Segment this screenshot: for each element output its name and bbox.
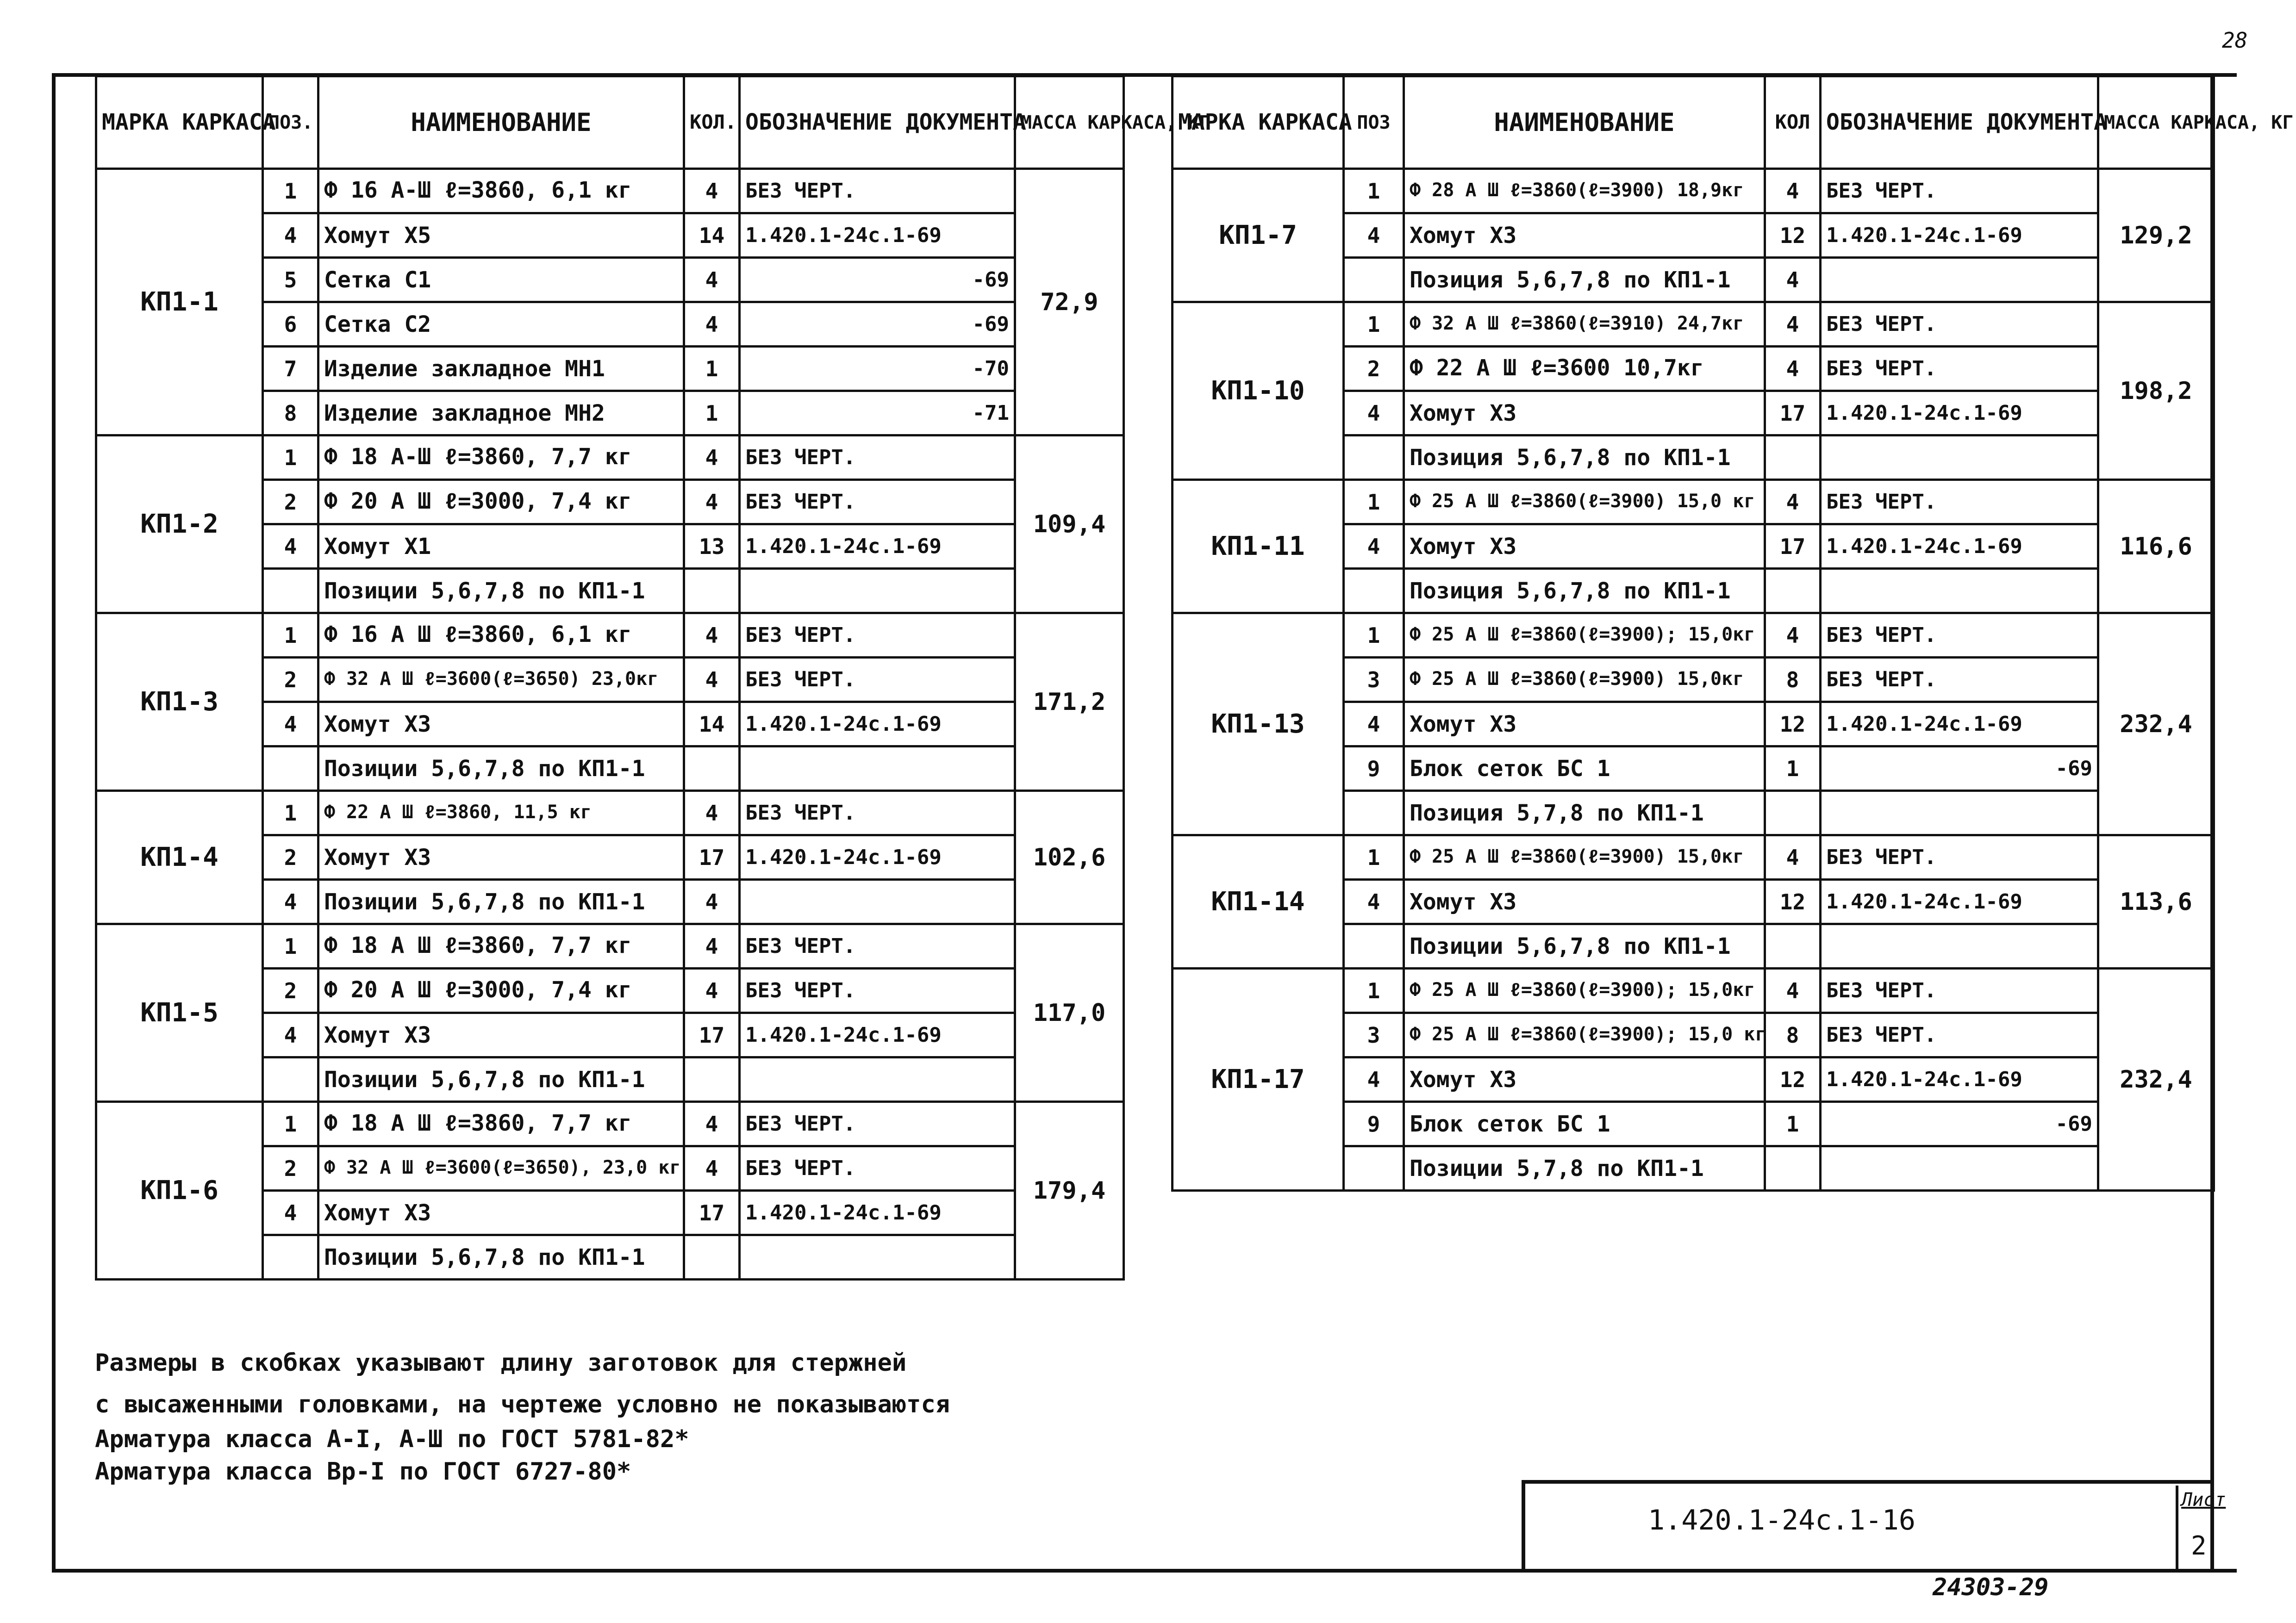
cell-name: Ф 22 А Ш ℓ=3860, 11,5 кг: [318, 791, 684, 835]
cell-mass: 117,0: [1015, 924, 1124, 1102]
note-line-2: с высаженными головками, на чертеже условно не показываются: [95, 1391, 950, 1418]
cell-qty: 4: [1765, 302, 1821, 347]
cell-name: Ф 32 А Ш ℓ=3860(ℓ=3910) 24,7кг: [1404, 302, 1765, 347]
cell-qty: 4: [1765, 835, 1821, 880]
cell-qty: 4: [684, 613, 740, 658]
cell-doc: -71: [740, 391, 1015, 435]
cell-name: Хомут Х5: [318, 213, 684, 258]
cell-doc: БЕЗ ЧЕРТ.: [740, 435, 1015, 480]
cell-pos: 6: [263, 302, 318, 347]
table-row: [1173, 835, 2214, 880]
cell-name: Ф 25 А Ш ℓ=3860(ℓ=3900) 15,0 кг: [1404, 480, 1765, 524]
cell-name: Ф 18 А Ш ℓ=3860, 7,7 кг: [318, 924, 684, 969]
cell-pos: 4: [263, 1191, 318, 1235]
cell-qty: 4: [1765, 347, 1821, 391]
cell-qty: 4: [684, 1146, 740, 1191]
cell-doc: [740, 880, 1015, 924]
cell-doc: БЕЗ ЧЕРТ.: [1821, 302, 2098, 347]
header-pos: ПОЗ.: [263, 76, 318, 169]
cell-pos: 9: [1344, 746, 1404, 791]
cell-doc: 1.420.1-24с.1-69: [740, 213, 1015, 258]
cell-pos: 1: [263, 924, 318, 969]
spec-table-right-body: [1173, 169, 2214, 1191]
cell-name: Ф 25 А Ш ℓ=3860(ℓ=3900) 15,0кг: [1404, 835, 1765, 880]
cell-mark: КП1-17: [1173, 969, 1344, 1191]
cell-qty: 4: [684, 258, 740, 302]
cell-pos: 4: [263, 880, 318, 924]
cell-qty: [1765, 791, 1821, 835]
cell-qty: 4: [684, 435, 740, 480]
cell-name: Позиции 5,6,7,8 по КП1-1: [318, 746, 684, 791]
cell-pos: 1: [1344, 169, 1404, 213]
cell-name: Позиции 5,6,7,8 по КП1-1: [1404, 924, 1765, 969]
cell-mass: 113,6: [2098, 835, 2214, 969]
cell-qty: 1: [1765, 746, 1821, 791]
cell-pos: 1: [263, 1102, 318, 1146]
cell-qty: 1: [1765, 1102, 1821, 1146]
cell-pos: 3: [1344, 658, 1404, 702]
cell-name: Ф 16 А-Ш ℓ=3860, 6,1 кг: [318, 169, 684, 213]
spec-table-left: [95, 75, 1210, 1281]
cell-pos: 2: [263, 835, 318, 880]
cell-name: Ф 25 А Ш ℓ=3860(ℓ=3900) 15,0кг: [1404, 658, 1765, 702]
cell-qty: [1765, 1146, 1821, 1191]
cell-pos: 4: [1344, 213, 1404, 258]
cell-pos: 2: [263, 658, 318, 702]
table-row: [1173, 480, 2214, 524]
cell-doc: 1.420.1-24с.1-69: [740, 702, 1015, 746]
cell-doc: 1.420.1-24с.1-69: [740, 1191, 1015, 1235]
cell-doc: БЕЗ ЧЕРТ.: [740, 613, 1015, 658]
cell-name: Ф 25 А Ш ℓ=3860(ℓ=3900); 15,0кг: [1404, 613, 1765, 658]
cell-name: Позиция 5,7,8 по КП1-1: [1404, 791, 1765, 835]
cell-qty: 4: [684, 169, 740, 213]
cell-qty: 4: [684, 302, 740, 347]
cell-pos: 1: [1344, 835, 1404, 880]
cell-name: Ф 16 А Ш ℓ=3860, 6,1 кг: [318, 613, 684, 658]
table-row: [1173, 613, 2214, 658]
cell-doc: БЕЗ ЧЕРТ.: [1821, 347, 2098, 391]
cell-qty: 1: [684, 347, 740, 391]
cell-pos: 3: [1344, 1013, 1404, 1057]
header-mark: МАРКА КАРКАСА: [96, 76, 263, 169]
table-row: [1173, 169, 2214, 213]
cell-pos: 4: [1344, 391, 1404, 435]
cell-qty: 12: [1765, 880, 1821, 924]
cell-doc: БЕЗ ЧЕРТ.: [740, 480, 1015, 524]
cell-name: Хомут Х3: [1404, 1057, 1765, 1102]
cell-qty: 1: [684, 391, 740, 435]
cell-doc: 1.420.1-24с.1-69: [740, 1013, 1015, 1057]
cell-name: Хомут Х3: [1404, 702, 1765, 746]
cell-doc: 1.420.1-24с.1-69: [740, 524, 1015, 569]
cell-name: Хомут Х3: [1404, 391, 1765, 435]
cell-pos: [1344, 1146, 1404, 1191]
title-block-sheet-label: Лист: [2181, 1489, 2226, 1511]
cell-pos: 2: [1344, 347, 1404, 391]
table-row: [96, 924, 1124, 969]
cell-mass: 171,2: [1015, 613, 1124, 791]
cell-qty: 4: [1765, 169, 1821, 213]
cell-mass: 198,2: [2098, 302, 2214, 480]
table-row: [96, 613, 1124, 658]
cell-doc: 1.420.1-24с.1-69: [1821, 213, 2098, 258]
cell-mark: КП1-11: [1173, 480, 1344, 613]
cell-mass: 232,4: [2098, 613, 2214, 835]
title-block-code: 1.420.1-24с.1-16: [1648, 1504, 1915, 1536]
cell-name: Ф 25 А Ш ℓ=3860(ℓ=3900); 15,0 кг: [1404, 1013, 1765, 1057]
cell-name: Изделие закладное МН1: [318, 347, 684, 391]
cell-qty: 4: [684, 791, 740, 835]
cell-name: Хомут Х1: [318, 524, 684, 569]
cell-name: Позиции 5,6,7,8 по КП1-1: [318, 1057, 684, 1102]
cell-doc: БЕЗ ЧЕРТ.: [740, 658, 1015, 702]
cell-doc: БЕЗ ЧЕРТ.: [740, 969, 1015, 1013]
cell-name: Позиции 5,6,7,8 по КП1-1: [318, 880, 684, 924]
cell-name: Позиция 5,6,7,8 по КП1-1: [1404, 569, 1765, 613]
cell-qty: [1765, 435, 1821, 480]
cell-pos: 1: [1344, 613, 1404, 658]
cell-doc: БЕЗ ЧЕРТ.: [1821, 613, 2098, 658]
cell-doc: 1.420.1-24с.1-69: [1821, 880, 2098, 924]
cell-name: Ф 18 А Ш ℓ=3860, 7,7 кг: [318, 1102, 684, 1146]
cell-doc: БЕЗ ЧЕРТ.: [740, 1146, 1015, 1191]
cell-qty: 4: [1765, 613, 1821, 658]
cell-name: Сетка С1: [318, 258, 684, 302]
cell-pos: 4: [263, 213, 318, 258]
cell-pos: 4: [263, 1013, 318, 1057]
cell-doc: 1.420.1-24с.1-69: [1821, 524, 2098, 569]
cell-name: Позиция 5,6,7,8 по КП1-1: [1404, 258, 1765, 302]
cell-mass: 116,6: [2098, 480, 2214, 613]
cell-name: Позиции 5,6,7,8 по КП1-1: [318, 569, 684, 613]
cell-pos: 2: [263, 1146, 318, 1191]
cell-qty: 8: [1765, 1013, 1821, 1057]
cell-doc: БЕЗ ЧЕРТ.: [1821, 1013, 2098, 1057]
cell-pos: 1: [1344, 480, 1404, 524]
cell-doc: -69: [740, 302, 1015, 347]
cell-name: Ф 25 А Ш ℓ=3860(ℓ=3900); 15,0кг: [1404, 969, 1765, 1013]
header-pos: ПОЗ: [1344, 76, 1404, 169]
cell-mark: КП1-6: [96, 1102, 263, 1280]
cell-pos: [263, 1235, 318, 1280]
cell-pos: [1344, 258, 1404, 302]
cell-pos: [263, 746, 318, 791]
header-qty: КОЛ.: [684, 76, 740, 169]
cell-name: Хомут Х3: [318, 1013, 684, 1057]
cell-pos: [1344, 791, 1404, 835]
title-block-sheet-number: 2: [2191, 1531, 2207, 1561]
cell-mass: 102,6: [1015, 791, 1124, 924]
table-row: [96, 791, 1124, 835]
cell-doc: БЕЗ ЧЕРТ.: [1821, 169, 2098, 213]
cell-pos: 7: [263, 347, 318, 391]
cell-name: Хомут Х3: [1404, 880, 1765, 924]
cell-name: Хомут Х3: [318, 835, 684, 880]
cell-mark: КП1-10: [1173, 302, 1344, 480]
note-line-3: Арматура класса А-I, А-Ш по ГОСТ 5781-82*: [95, 1425, 689, 1453]
cell-pos: 1: [1344, 302, 1404, 347]
cell-mark: КП1-14: [1173, 835, 1344, 969]
cell-qty: 17: [684, 1191, 740, 1235]
cell-pos: 4: [1344, 1057, 1404, 1102]
cell-pos: 2: [263, 480, 318, 524]
cell-mark: КП1-1: [96, 169, 263, 435]
cell-name: Ф 20 А Ш ℓ=3000, 7,4 кг: [318, 480, 684, 524]
cell-pos: 4: [263, 524, 318, 569]
cell-doc: [740, 1057, 1015, 1102]
cell-name: Хомут Х3: [1404, 524, 1765, 569]
cell-pos: [1344, 569, 1404, 613]
cell-qty: 17: [1765, 391, 1821, 435]
cell-qty: 4: [684, 480, 740, 524]
cell-qty: 4: [1765, 969, 1821, 1013]
cell-qty: [684, 1235, 740, 1280]
cell-name: Ф 32 А Ш ℓ=3600(ℓ=3650), 23,0 кг: [318, 1146, 684, 1191]
cell-qty: 4: [684, 658, 740, 702]
cell-name: Ф 32 А Ш ℓ=3600(ℓ=3650) 23,0кг: [318, 658, 684, 702]
cell-name: Ф 22 А Ш ℓ=3600 10,7кг: [1404, 347, 1765, 391]
cell-mark: КП1-3: [96, 613, 263, 791]
cell-name: Хомут Х3: [318, 702, 684, 746]
cell-qty: 4: [684, 880, 740, 924]
header-mass: МАССА КАРКАСА, КГ: [2098, 76, 2214, 169]
footer-code: 24303-29: [1933, 1573, 2049, 1601]
cell-doc: 1.420.1-24с.1-69: [740, 835, 1015, 880]
cell-name: Ф 18 А-Ш ℓ=3860, 7,7 кг: [318, 435, 684, 480]
cell-doc: БЕЗ ЧЕРТ.: [1821, 658, 2098, 702]
cell-doc: [1821, 258, 2098, 302]
cell-doc: -69: [1821, 746, 2098, 791]
cell-doc: [1821, 435, 2098, 480]
cell-qty: [1765, 569, 1821, 613]
cell-qty: 12: [1765, 702, 1821, 746]
cell-mass: 109,4: [1015, 435, 1124, 613]
cell-doc: 1.420.1-24с.1-69: [1821, 702, 2098, 746]
cell-pos: 4: [1344, 880, 1404, 924]
header-name: НАИМЕНОВАНИЕ: [1404, 76, 1765, 169]
cell-mark: КП1-7: [1173, 169, 1344, 302]
spec-table-left-body: [96, 169, 1124, 1280]
cell-pos: [263, 569, 318, 613]
header-qty: КОЛ: [1765, 76, 1821, 169]
header-name: НАИМЕНОВАНИЕ: [318, 76, 684, 169]
cell-name: Сетка С2: [318, 302, 684, 347]
table-row: [1173, 969, 2214, 1013]
table-row: [1173, 302, 2214, 347]
cell-qty: [684, 746, 740, 791]
cell-qty: 12: [1765, 1057, 1821, 1102]
cell-qty: [684, 569, 740, 613]
table-row: [96, 169, 1124, 213]
cell-pos: 4: [263, 702, 318, 746]
cell-qty: 8: [1765, 658, 1821, 702]
header-row: [96, 76, 1124, 169]
cell-qty: 12: [1765, 213, 1821, 258]
cell-pos: 1: [263, 435, 318, 480]
cell-name: Хомут Х3: [1404, 213, 1765, 258]
cell-qty: 4: [1765, 258, 1821, 302]
cell-doc: -69: [1821, 1102, 2098, 1146]
cell-pos: 1: [263, 791, 318, 835]
cell-doc: БЕЗ ЧЕРТ.: [740, 1102, 1015, 1146]
cell-qty: [1765, 924, 1821, 969]
cell-doc: -70: [740, 347, 1015, 391]
table-row: [96, 435, 1124, 480]
note-line-4: Арматура класса Вр-I по ГОСТ 6727-80*: [95, 1458, 631, 1486]
cell-qty: 14: [684, 702, 740, 746]
cell-name: Позиции 5,6,7,8 по КП1-1: [318, 1235, 684, 1280]
cell-doc: -69: [740, 258, 1015, 302]
cell-mark: КП1-2: [96, 435, 263, 613]
cell-doc: БЕЗ ЧЕРТ.: [740, 791, 1015, 835]
cell-qty: 17: [684, 1013, 740, 1057]
cell-name: Позиция 5,6,7,8 по КП1-1: [1404, 435, 1765, 480]
cell-doc: БЕЗ ЧЕРТ.: [1821, 969, 2098, 1013]
cell-mass: 179,4: [1015, 1102, 1124, 1280]
cell-doc: [1821, 1146, 2098, 1191]
cell-doc: [1821, 791, 2098, 835]
cell-doc: 1.420.1-24с.1-69: [1821, 391, 2098, 435]
cell-pos: [263, 1057, 318, 1102]
cell-qty: 14: [684, 213, 740, 258]
cell-qty: 17: [684, 835, 740, 880]
cell-doc: [1821, 924, 2098, 969]
table-row: [96, 1102, 1124, 1146]
note-line-1: Размеры в скобках указывают длину заготовок для стержней: [95, 1349, 907, 1377]
cell-pos: 1: [1344, 969, 1404, 1013]
cell-doc: БЕЗ ЧЕРТ.: [740, 924, 1015, 969]
cell-name: Хомут Х3: [318, 1191, 684, 1235]
cell-pos: 8: [263, 391, 318, 435]
cell-pos: [1344, 924, 1404, 969]
cell-mass: 232,4: [2098, 969, 2214, 1191]
page-number: 28: [2222, 28, 2248, 53]
header-row: [1173, 76, 2214, 169]
cell-mark: КП1-4: [96, 791, 263, 924]
cell-qty: 17: [1765, 524, 1821, 569]
cell-doc: [740, 1235, 1015, 1280]
cell-doc: БЕЗ ЧЕРТ.: [1821, 835, 2098, 880]
spec-table-right: [1171, 75, 2294, 1192]
cell-pos: 2: [263, 969, 318, 1013]
cell-name: Ф 28 А Ш ℓ=3860(ℓ=3900) 18,9кг: [1404, 169, 1765, 213]
cell-qty: 13: [684, 524, 740, 569]
cell-pos: 1: [263, 613, 318, 658]
header-mark: МАРКА КАРКАСА: [1173, 76, 1344, 169]
cell-doc: БЕЗ ЧЕРТ.: [1821, 480, 2098, 524]
cell-doc: [740, 569, 1015, 613]
cell-qty: 4: [1765, 480, 1821, 524]
cell-qty: 4: [684, 969, 740, 1013]
cell-name: Ф 20 А Ш ℓ=3000, 7,4 кг: [318, 969, 684, 1013]
cell-mass: 129,2: [2098, 169, 2214, 302]
cell-pos: 5: [263, 258, 318, 302]
cell-qty: [684, 1057, 740, 1102]
header-doc: ОБОЗНАЧЕНИЕ ДОКУМЕНТА: [1821, 76, 2098, 169]
cell-pos: 4: [1344, 702, 1404, 746]
cell-qty: 4: [684, 1102, 740, 1146]
cell-doc: БЕЗ ЧЕРТ.: [740, 169, 1015, 213]
cell-doc: 1.420.1-24с.1-69: [1821, 1057, 2098, 1102]
cell-pos: [1344, 435, 1404, 480]
cell-name: Блок сеток БС 1: [1404, 1102, 1765, 1146]
cell-doc: [1821, 569, 2098, 613]
cell-mass: 72,9: [1015, 169, 1124, 435]
cell-mark: КП1-5: [96, 924, 263, 1102]
cell-name: Изделие закладное МН2: [318, 391, 684, 435]
header-doc: ОБОЗНАЧЕНИЕ ДОКУМЕНТА: [740, 76, 1015, 169]
cell-qty: 4: [684, 924, 740, 969]
cell-pos: 4: [1344, 524, 1404, 569]
header-mass: МАССА КАРКАСА, КГ: [1015, 76, 1124, 169]
cell-name: Позиции 5,7,8 по КП1-1: [1404, 1146, 1765, 1191]
cell-pos: 9: [1344, 1102, 1404, 1146]
cell-doc: [740, 746, 1015, 791]
cell-mark: КП1-13: [1173, 613, 1344, 835]
cell-pos: 1: [263, 169, 318, 213]
cell-name: Блок сеток БС 1: [1404, 746, 1765, 791]
